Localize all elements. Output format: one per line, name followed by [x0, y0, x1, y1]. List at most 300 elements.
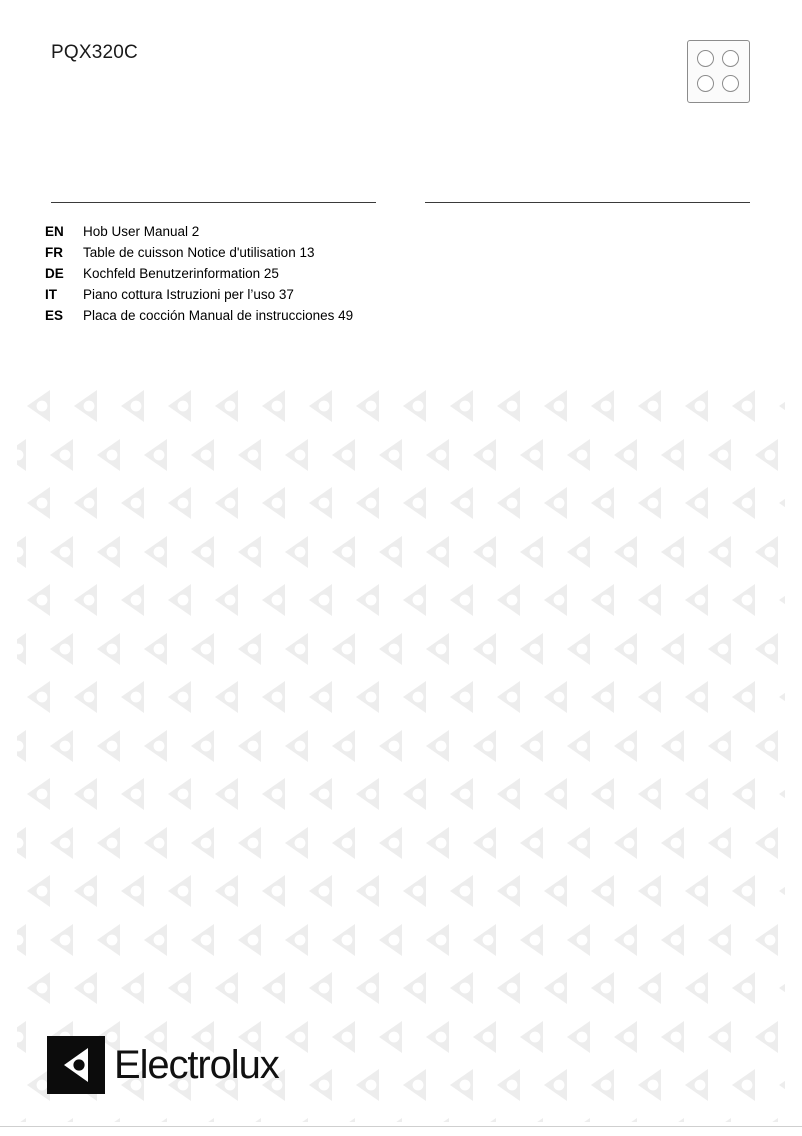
- electrolux-watermark-icon: [604, 532, 651, 572]
- electrolux-watermark-icon: [698, 532, 745, 572]
- electrolux-watermark-icon: [181, 1114, 228, 1122]
- electrolux-watermark-icon: [40, 435, 87, 475]
- electrolux-watermark-icon: [769, 386, 785, 426]
- electrolux-watermark-icon: [534, 580, 581, 620]
- electrolux-watermark-icon: [228, 823, 275, 863]
- electrolux-watermark-icon: [510, 726, 557, 766]
- electrolux-watermark-icon: [252, 677, 299, 717]
- watermark-row: [17, 916, 785, 965]
- electrolux-watermark-icon: [487, 871, 534, 911]
- electrolux-watermark-icon: [416, 920, 463, 960]
- electrolux-watermark-icon: [416, 1017, 463, 1057]
- burner-top-left: [697, 50, 714, 67]
- electrolux-watermark-icon: [205, 580, 252, 620]
- electrolux-mark-icon: [47, 1036, 105, 1094]
- background-watermark-pattern: [17, 382, 785, 1122]
- electrolux-watermark-icon: [64, 580, 111, 620]
- electrolux-watermark-icon: [604, 435, 651, 475]
- electrolux-watermark-icon: [534, 968, 581, 1008]
- electrolux-watermark-icon: [581, 677, 628, 717]
- electrolux-watermark-icon: [111, 483, 158, 523]
- electrolux-watermark-icon: [675, 677, 722, 717]
- electrolux-watermark-icon: [181, 435, 228, 475]
- electrolux-watermark-icon: [557, 435, 604, 475]
- electrolux-watermark-icon: [181, 629, 228, 669]
- electrolux-watermark-icon: [510, 920, 557, 960]
- electrolux-watermark-icon: [651, 726, 698, 766]
- electrolux-watermark-icon: [322, 1114, 369, 1122]
- electrolux-watermark-icon: [134, 435, 181, 475]
- electrolux-watermark-icon: [299, 580, 346, 620]
- electrolux-watermark-icon: [346, 968, 393, 1008]
- electrolux-watermark-icon: [17, 774, 64, 814]
- watermark-row: [17, 1110, 785, 1123]
- electrolux-watermark-icon: [698, 726, 745, 766]
- electrolux-watermark-icon: [722, 677, 769, 717]
- electrolux-watermark-icon: [40, 532, 87, 572]
- language-code: ES: [45, 308, 64, 323]
- electrolux-watermark-icon: [228, 629, 275, 669]
- electrolux-watermark-icon: [416, 1114, 463, 1122]
- electrolux-watermark-icon: [40, 920, 87, 960]
- electrolux-watermark-icon: [651, 1114, 698, 1122]
- electrolux-watermark-icon: [604, 726, 651, 766]
- electrolux-watermark-icon: [722, 386, 769, 426]
- electrolux-watermark-icon: [675, 871, 722, 911]
- electrolux-watermark-icon: [275, 532, 322, 572]
- electrolux-watermark-icon: [181, 823, 228, 863]
- electrolux-watermark-icon: [369, 629, 416, 669]
- electrolux-watermark-icon: [557, 1114, 604, 1122]
- electrolux-watermark-icon: [628, 968, 675, 1008]
- electrolux-watermark-icon: [346, 580, 393, 620]
- electrolux-watermark-icon: [487, 677, 534, 717]
- divider-right: [425, 202, 750, 203]
- electrolux-watermark-icon: [111, 871, 158, 911]
- electrolux-watermark-icon: [651, 920, 698, 960]
- electrolux-watermark-icon: [134, 629, 181, 669]
- electrolux-watermark-icon: [487, 580, 534, 620]
- electrolux-watermark-icon: [440, 386, 487, 426]
- electrolux-watermark-icon: [17, 726, 40, 766]
- electrolux-watermark-icon: [440, 968, 487, 1008]
- electrolux-watermark-icon: [557, 920, 604, 960]
- electrolux-watermark-icon: [346, 871, 393, 911]
- burner-top-right: [722, 50, 739, 67]
- electrolux-watermark-icon: [158, 871, 205, 911]
- electrolux-watermark-icon: [17, 386, 64, 426]
- electrolux-watermark-icon: [87, 435, 134, 475]
- electrolux-watermark-icon: [134, 532, 181, 572]
- electrolux-watermark-icon: [275, 1114, 322, 1122]
- electrolux-watermark-icon: [64, 774, 111, 814]
- electrolux-watermark-icon: [111, 774, 158, 814]
- electrolux-watermark-icon: [87, 629, 134, 669]
- electrolux-watermark-icon: [722, 580, 769, 620]
- electrolux-watermark-icon: [698, 1017, 745, 1057]
- electrolux-watermark-icon: [463, 629, 510, 669]
- electrolux-watermark-icon: [369, 435, 416, 475]
- electrolux-watermark-icon: [463, 823, 510, 863]
- watermark-row: [17, 382, 785, 431]
- electrolux-watermark-icon: [440, 580, 487, 620]
- electrolux-watermark-icon: [698, 1114, 745, 1122]
- electrolux-watermark-icon: [604, 1114, 651, 1122]
- electrolux-watermark-icon: [181, 726, 228, 766]
- electrolux-watermark-icon: [651, 532, 698, 572]
- electrolux-watermark-icon: [40, 629, 87, 669]
- electrolux-watermark-icon: [628, 1065, 675, 1105]
- electrolux-watermark-icon: [769, 483, 785, 523]
- electrolux-watermark-icon: [346, 774, 393, 814]
- electrolux-watermark-icon: [17, 968, 64, 1008]
- electrolux-watermark-icon: [205, 871, 252, 911]
- electrolux-watermark-icon: [158, 677, 205, 717]
- electrolux-watermark-icon: [393, 580, 440, 620]
- electrolux-watermark-icon: [346, 677, 393, 717]
- electrolux-watermark-icon: [557, 726, 604, 766]
- electrolux-watermark-icon: [228, 726, 275, 766]
- electrolux-watermark-icon: [487, 483, 534, 523]
- electrolux-watermark-icon: [581, 580, 628, 620]
- electrolux-watermark-icon: [64, 386, 111, 426]
- electrolux-watermark-icon: [769, 871, 785, 911]
- electrolux-watermark-icon: [181, 532, 228, 572]
- electrolux-watermark-icon: [534, 1065, 581, 1105]
- electrolux-watermark-icon: [416, 629, 463, 669]
- electrolux-watermark-icon: [651, 435, 698, 475]
- electrolux-watermark-icon: [510, 435, 557, 475]
- electrolux-watermark-icon: [322, 823, 369, 863]
- electrolux-watermark-icon: [87, 726, 134, 766]
- electrolux-watermark-icon: [722, 483, 769, 523]
- electrolux-watermark-icon: [393, 483, 440, 523]
- electrolux-watermark-icon: [581, 1065, 628, 1105]
- divider-left: [51, 202, 376, 203]
- electrolux-watermark-icon: [440, 483, 487, 523]
- electrolux-watermark-icon: [252, 968, 299, 1008]
- electrolux-watermark-icon: [17, 823, 40, 863]
- electrolux-watermark-icon: [722, 1065, 769, 1105]
- electrolux-watermark-icon: [628, 580, 675, 620]
- electrolux-watermark-icon: [275, 629, 322, 669]
- electrolux-watermark-icon: [604, 1017, 651, 1057]
- electrolux-watermark-icon: [322, 532, 369, 572]
- electrolux-watermark-icon: [393, 774, 440, 814]
- electrolux-watermark-icon: [299, 871, 346, 911]
- electrolux-watermark-icon: [510, 823, 557, 863]
- language-code: IT: [45, 287, 57, 302]
- watermark-row: [17, 673, 785, 722]
- electrolux-watermark-icon: [64, 483, 111, 523]
- electrolux-watermark-icon: [158, 386, 205, 426]
- electrolux-watermark-icon: [111, 677, 158, 717]
- electrolux-watermark-icon: [604, 920, 651, 960]
- watermark-row: [17, 431, 785, 480]
- page-edge-divider: [0, 1126, 802, 1127]
- electrolux-watermark-icon: [581, 774, 628, 814]
- electrolux-watermark-icon: [440, 871, 487, 911]
- language-title: Hob User Manual 2: [83, 224, 200, 239]
- electrolux-watermark-icon: [205, 483, 252, 523]
- electrolux-watermark-icon: [369, 1114, 416, 1122]
- electrolux-watermark-icon: [581, 968, 628, 1008]
- electrolux-watermark-icon: [181, 920, 228, 960]
- list-item: [45, 224, 525, 245]
- electrolux-watermark-icon: [205, 968, 252, 1008]
- electrolux-watermark-icon: [205, 774, 252, 814]
- electrolux-watermark-icon: [299, 1065, 346, 1105]
- electrolux-watermark-icon: [698, 435, 745, 475]
- electrolux-watermark-icon: [346, 1065, 393, 1105]
- electrolux-watermark-icon: [17, 532, 40, 572]
- hob-cooktop-icon: [687, 40, 750, 103]
- electrolux-watermark-icon: [769, 1065, 785, 1105]
- electrolux-watermark-icon: [228, 435, 275, 475]
- electrolux-watermark-icon: [158, 774, 205, 814]
- electrolux-watermark-icon: [228, 920, 275, 960]
- electrolux-watermark-icon: [698, 629, 745, 669]
- electrolux-watermark-icon: [393, 1065, 440, 1105]
- electrolux-watermark-icon: [510, 629, 557, 669]
- electrolux-watermark-icon: [487, 386, 534, 426]
- brand-name: Electrolux: [114, 1042, 279, 1087]
- electrolux-watermark-icon: [158, 968, 205, 1008]
- electrolux-watermark-icon: [745, 726, 785, 766]
- electrolux-watermark-icon: [252, 386, 299, 426]
- electrolux-watermark-icon: [111, 968, 158, 1008]
- electrolux-watermark-icon: [769, 774, 785, 814]
- electrolux-watermark-icon: [651, 1017, 698, 1057]
- electrolux-watermark-icon: [745, 435, 785, 475]
- electrolux-watermark-icon: [299, 774, 346, 814]
- electrolux-watermark-icon: [17, 629, 40, 669]
- electrolux-watermark-icon: [393, 968, 440, 1008]
- electrolux-watermark-icon: [463, 532, 510, 572]
- electrolux-watermark-icon: [87, 823, 134, 863]
- electrolux-watermark-icon: [745, 532, 785, 572]
- electrolux-watermark-icon: [416, 532, 463, 572]
- language-code: DE: [45, 266, 64, 281]
- electrolux-watermark-icon: [675, 483, 722, 523]
- electrolux-watermark-icon: [40, 726, 87, 766]
- electrolux-watermark-icon: [299, 483, 346, 523]
- electrolux-watermark-icon: [698, 823, 745, 863]
- electrolux-watermark-icon: [534, 677, 581, 717]
- electrolux-watermark-icon: [369, 920, 416, 960]
- watermark-row: [17, 867, 785, 916]
- language-title: Placa de cocción Manual de instrucciones 49: [83, 308, 354, 323]
- electrolux-watermark-icon: [581, 386, 628, 426]
- electrolux-watermark-icon: [134, 726, 181, 766]
- electrolux-watermark-icon: [393, 386, 440, 426]
- electrolux-watermark-icon: [604, 823, 651, 863]
- electrolux-watermark-icon: [299, 968, 346, 1008]
- electrolux-watermark-icon: [64, 677, 111, 717]
- electrolux-watermark-icon: [252, 483, 299, 523]
- electrolux-watermark-icon: [369, 726, 416, 766]
- electrolux-watermark-icon: [322, 920, 369, 960]
- watermark-row: [17, 479, 785, 528]
- electrolux-watermark-icon: [228, 1114, 275, 1122]
- electrolux-watermark-icon: [416, 435, 463, 475]
- electrolux-watermark-icon: [651, 823, 698, 863]
- electrolux-watermark-icon: [604, 629, 651, 669]
- electrolux-watermark-icon: [346, 483, 393, 523]
- electrolux-watermark-icon: [369, 1017, 416, 1057]
- electrolux-watermark-icon: [416, 823, 463, 863]
- electrolux-watermark-icon: [745, 823, 785, 863]
- electrolux-watermark-icon: [17, 580, 64, 620]
- electrolux-watermark-icon: [416, 726, 463, 766]
- electrolux-watermark-icon: [463, 435, 510, 475]
- list-item: [45, 245, 525, 266]
- electrolux-watermark-icon: [769, 968, 785, 1008]
- electrolux-watermark-icon: [158, 483, 205, 523]
- watermark-row: [17, 819, 785, 868]
- electrolux-watermark-icon: [675, 580, 722, 620]
- electrolux-watermark-icon: [463, 1114, 510, 1122]
- electrolux-watermark-icon: [17, 677, 64, 717]
- electrolux-watermark-icon: [299, 386, 346, 426]
- language-title: Table de cuisson Notice d'utilisation 13: [83, 245, 315, 260]
- electrolux-watermark-icon: [369, 823, 416, 863]
- burner-bottom-right: [722, 75, 739, 92]
- page-title: PQX320C: [51, 42, 138, 63]
- electrolux-watermark-icon: [745, 1017, 785, 1057]
- electrolux-watermark-icon: [534, 774, 581, 814]
- electrolux-watermark-icon: [17, 435, 40, 475]
- electrolux-watermark-icon: [393, 871, 440, 911]
- electrolux-watermark-icon: [228, 532, 275, 572]
- electrolux-watermark-icon: [722, 774, 769, 814]
- list-item: [45, 308, 525, 329]
- list-item: [45, 287, 525, 308]
- electrolux-watermark-icon: [252, 774, 299, 814]
- electrolux-watermark-icon: [322, 435, 369, 475]
- watermark-row: [17, 964, 785, 1013]
- electrolux-watermark-icon: [487, 968, 534, 1008]
- electrolux-watermark-icon: [40, 1114, 87, 1122]
- electrolux-watermark-icon: [675, 968, 722, 1008]
- electrolux-watermark-icon: [769, 677, 785, 717]
- electrolux-watermark-icon: [64, 968, 111, 1008]
- electrolux-watermark-icon: [675, 386, 722, 426]
- electrolux-watermark-icon: [581, 871, 628, 911]
- electrolux-watermark-icon: [510, 1114, 557, 1122]
- electrolux-watermark-icon: [205, 677, 252, 717]
- electrolux-watermark-icon: [275, 823, 322, 863]
- watermark-row: [17, 625, 785, 674]
- electrolux-watermark-icon: [628, 677, 675, 717]
- electrolux-watermark-icon: [557, 629, 604, 669]
- electrolux-watermark-icon: [722, 968, 769, 1008]
- electrolux-watermark-icon: [440, 677, 487, 717]
- electrolux-watermark-icon: [722, 871, 769, 911]
- electrolux-watermark-icon: [745, 920, 785, 960]
- electrolux-watermark-icon: [87, 532, 134, 572]
- electrolux-watermark-icon: [322, 629, 369, 669]
- list-item: [45, 266, 525, 287]
- language-code: EN: [45, 224, 64, 239]
- language-title: Piano cottura Istruzioni per l’uso 37: [83, 287, 294, 302]
- electrolux-watermark-icon: [275, 726, 322, 766]
- electrolux-watermark-icon: [440, 774, 487, 814]
- brand-logo: [47, 1036, 279, 1094]
- electrolux-watermark-icon: [275, 435, 322, 475]
- electrolux-watermark-icon: [111, 580, 158, 620]
- electrolux-watermark-icon: [158, 580, 205, 620]
- electrolux-watermark-icon: [463, 1017, 510, 1057]
- watermark-row: [17, 528, 785, 577]
- electrolux-watermark-icon: [275, 920, 322, 960]
- electrolux-watermark-icon: [769, 580, 785, 620]
- electrolux-watermark-icon: [534, 386, 581, 426]
- electrolux-watermark-icon: [557, 532, 604, 572]
- electrolux-watermark-icon: [205, 386, 252, 426]
- electrolux-watermark-icon: [134, 1114, 181, 1122]
- electrolux-watermark-icon: [628, 871, 675, 911]
- electrolux-watermark-icon: [299, 677, 346, 717]
- electrolux-watermark-icon: [675, 1065, 722, 1105]
- electrolux-watermark-icon: [111, 386, 158, 426]
- language-code: FR: [45, 245, 63, 260]
- electrolux-watermark-icon: [252, 871, 299, 911]
- electrolux-watermark-icon: [322, 1017, 369, 1057]
- electrolux-watermark-icon: [487, 774, 534, 814]
- electrolux-watermark-icon: [557, 1017, 604, 1057]
- electrolux-watermark-icon: [252, 580, 299, 620]
- electrolux-watermark-icon: [64, 871, 111, 911]
- watermark-row: [17, 770, 785, 819]
- electrolux-watermark-icon: [393, 677, 440, 717]
- electrolux-watermark-icon: [510, 532, 557, 572]
- electrolux-watermark-icon: [628, 774, 675, 814]
- electrolux-watermark-icon: [17, 1017, 40, 1057]
- electrolux-watermark-icon: [463, 920, 510, 960]
- language-title: Kochfeld Benutzerinformation 25: [83, 266, 279, 281]
- electrolux-watermark-icon: [628, 483, 675, 523]
- electrolux-watermark-icon: [628, 386, 675, 426]
- electrolux-watermark-icon: [369, 532, 416, 572]
- electrolux-watermark-icon: [510, 1017, 557, 1057]
- electrolux-watermark-icon: [440, 1065, 487, 1105]
- electrolux-watermark-icon: [17, 871, 64, 911]
- electrolux-watermark-icon: [17, 1114, 40, 1122]
- electrolux-watermark-icon: [534, 483, 581, 523]
- burner-bottom-left: [697, 75, 714, 92]
- electrolux-watermark-icon: [745, 1114, 785, 1122]
- electrolux-watermark-icon: [651, 629, 698, 669]
- electrolux-watermark-icon: [675, 774, 722, 814]
- electrolux-watermark-icon: [534, 871, 581, 911]
- electrolux-watermark-icon: [557, 823, 604, 863]
- electrolux-watermark-icon: [745, 629, 785, 669]
- electrolux-watermark-icon: [322, 726, 369, 766]
- electrolux-watermark-icon: [87, 1114, 134, 1122]
- electrolux-watermark-icon: [275, 1017, 322, 1057]
- electrolux-watermark-icon: [134, 823, 181, 863]
- language-index-list: [45, 224, 525, 329]
- watermark-row: [17, 576, 785, 625]
- electrolux-watermark-icon: [17, 483, 64, 523]
- electrolux-watermark-icon: [87, 920, 134, 960]
- electrolux-watermark-icon: [40, 823, 87, 863]
- electrolux-watermark-icon: [17, 920, 40, 960]
- electrolux-watermark-icon: [463, 726, 510, 766]
- electrolux-watermark-icon: [698, 920, 745, 960]
- electrolux-watermark-icon: [487, 1065, 534, 1105]
